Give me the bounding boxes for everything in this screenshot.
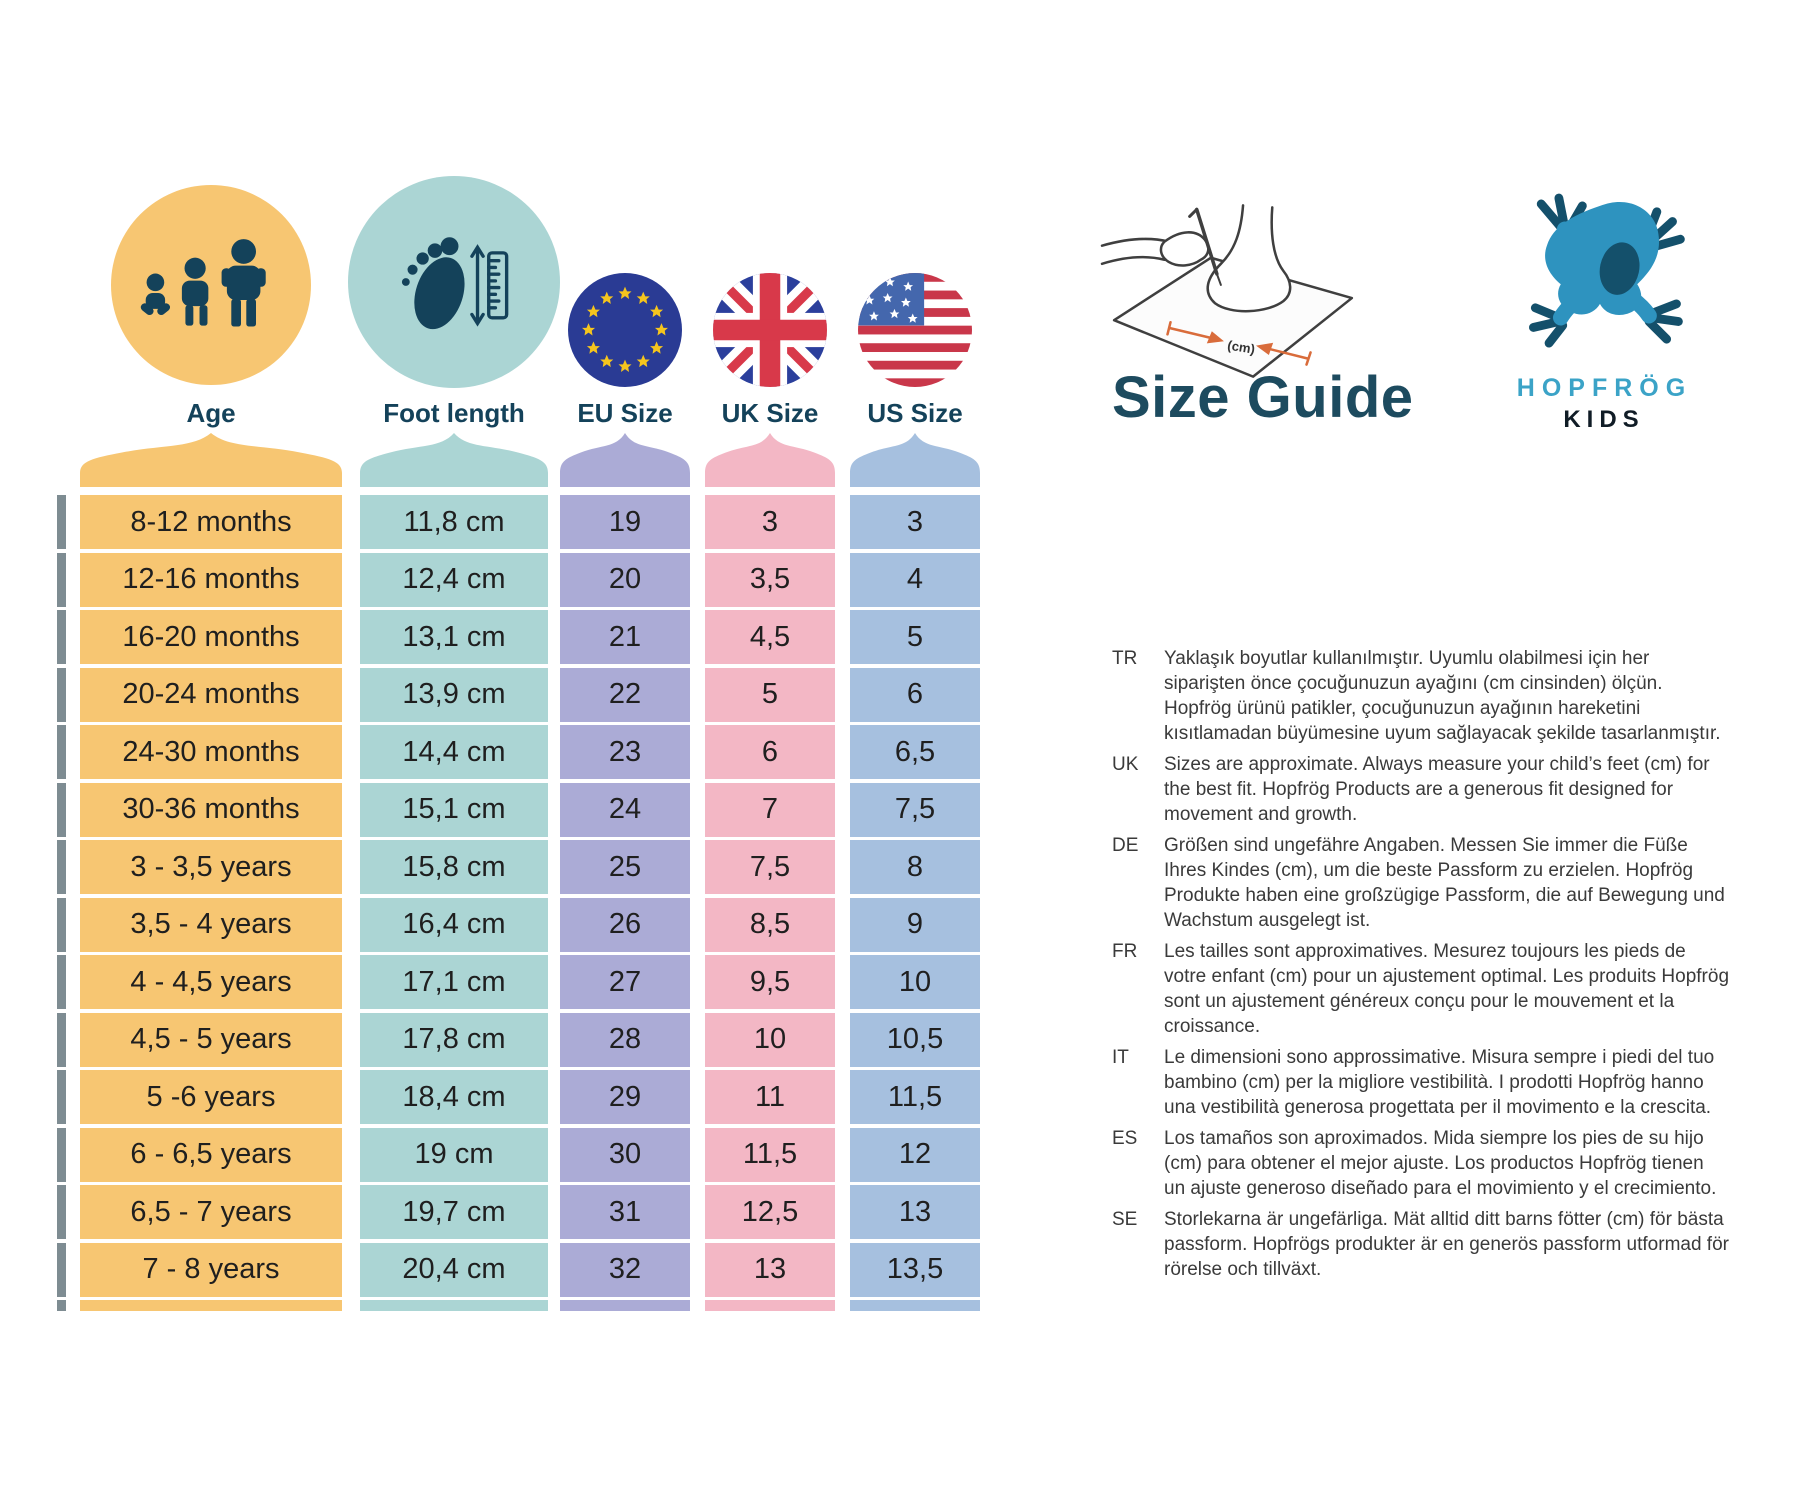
size-cell-us: 9 (850, 898, 980, 952)
foot-ruler-icon (392, 226, 516, 338)
size-cell-eu: 25 (560, 840, 690, 894)
column-cells-foot (360, 495, 548, 1311)
note-es (1112, 1126, 1732, 1201)
size-cell-age: 6,5 - 7 years (80, 1185, 342, 1239)
note-tr (1112, 646, 1732, 746)
column-cells-eu (560, 495, 690, 1311)
foot-measuring-illustration (1100, 198, 1372, 382)
note-text: Sizes are approximate. Always measure your child’s feet (cm) for the best fit. Hopfrög Products are a generous fit designed for movement and growth. (1164, 754, 1710, 825)
size-cell-eu: 23 (560, 725, 690, 779)
size-cell-eu: 26 (560, 898, 690, 952)
column-cells-uk (705, 495, 835, 1311)
size-cell-eu: 21 (560, 610, 690, 664)
column-arch (560, 433, 690, 487)
note-text: Los tamaños son aproximados. Mida siempre los pies de su hijo (cm) para obtener el mejor ajuste. Los productos Hopfrög tienen un ajuste generoso diseñado para el movimiento y el crecimiento. (1164, 1128, 1717, 1199)
brand-subtitle: KIDS (1563, 406, 1645, 433)
page-title: Size Guide (1112, 365, 1414, 430)
note-text: Yaklaşık boyutlar kullanılmıştır. Uyumlu olabilmesi için her siparişten önce çocuğunuzun ayağını (cm cinsinden) ölçün. Hopfrög ürünü patikler, çocuğunuzun ayağının hareketini kısıtlamadan büyümesine uyum sağlayacak şekilde tasarlanmıştır. (1164, 648, 1721, 744)
size-cell-uk: 11 (705, 1070, 835, 1124)
column-label-age: Age (186, 398, 236, 428)
size-cell-sliver (57, 1243, 66, 1297)
size-cell-foot: 13,1 cm (360, 610, 548, 664)
foot-length-icon-circle (348, 176, 560, 388)
size-cell-age: 30-36 months (80, 783, 342, 837)
size-cell-eu: 28 (560, 1013, 690, 1067)
column-arch (705, 433, 835, 487)
language-code: ES (1112, 1128, 1138, 1149)
size-cell-us: 5 (850, 610, 980, 664)
cutoff-row (850, 1300, 980, 1311)
language-code: SE (1112, 1209, 1138, 1230)
size-cell-eu: 24 (560, 783, 690, 837)
size-cell-sliver (57, 898, 66, 952)
age-icon-circle (111, 185, 311, 385)
brand-wordmark (1495, 374, 1707, 434)
size-cell-sliver (57, 668, 66, 722)
size-cell-sliver (57, 955, 66, 1009)
size-cell-us: 12 (850, 1128, 980, 1182)
column-cells-edge (57, 495, 66, 1311)
cutoff-row (560, 1300, 690, 1311)
note-se (1112, 1207, 1732, 1282)
size-cell-eu: 32 (560, 1243, 690, 1297)
note-fr (1112, 939, 1732, 1039)
size-cell-sliver (57, 783, 66, 837)
size-cell-age: 6 - 6,5 years (80, 1128, 342, 1182)
column-label-eu: EU Size (577, 398, 673, 428)
size-cell-us: 3 (850, 495, 980, 549)
size-cell-foot: 16,4 cm (360, 898, 548, 952)
cm-label: (cm) (1226, 337, 1257, 357)
size-cell-us: 6,5 (850, 725, 980, 779)
language-code: TR (1112, 648, 1138, 669)
size-cell-uk: 9,5 (705, 955, 835, 1009)
size-cell-sliver (57, 840, 66, 894)
size-cell-foot: 12,4 cm (360, 553, 548, 607)
column-cutoff-edge (57, 0, 66, 1320)
size-cell-us: 6 (850, 668, 980, 722)
size-cell-eu: 27 (560, 955, 690, 1009)
size-cell-sliver (57, 610, 66, 664)
brand-name: HOPFRÖG (1516, 374, 1693, 402)
column-label-foot: Foot length (383, 398, 525, 428)
size-cell-uk: 7,5 (705, 840, 835, 894)
size-cell-foot: 17,8 cm (360, 1013, 548, 1067)
size-cell-uk: 5 (705, 668, 835, 722)
note-text: Les tailles sont approximatives. Mesurez toujours les pieds de votre enfant (cm) pour un ajustement optimal. Les produits Hopfrög sont un ajustement généreux conçu pour le mouvement et la croissance. (1164, 941, 1730, 1037)
size-cell-sliver (57, 725, 66, 779)
size-cell-foot: 15,1 cm (360, 783, 548, 837)
size-cell-eu: 20 (560, 553, 690, 607)
size-cell-age: 24-30 months (80, 725, 342, 779)
size-cell-foot: 13,9 cm (360, 668, 548, 722)
size-cell-age: 4,5 - 5 years (80, 1013, 342, 1067)
size-cell-us: 10 (850, 955, 980, 1009)
cutoff-row (360, 1300, 548, 1311)
column-uk-size (705, 0, 835, 1320)
column-label-us: US Size (867, 398, 963, 428)
size-cell-uk: 10 (705, 1013, 835, 1067)
size-cell-age: 3 - 3,5 years (80, 840, 342, 894)
size-cell-eu: 29 (560, 1070, 690, 1124)
column-arch (850, 433, 980, 487)
size-cell-us: 11,5 (850, 1070, 980, 1124)
size-cell-uk: 13 (705, 1243, 835, 1297)
size-cell-sliver (57, 495, 66, 549)
column-arch (360, 433, 548, 487)
us-flag-icon (858, 273, 972, 387)
note-uk (1112, 752, 1732, 827)
size-cell-us: 10,5 (850, 1013, 980, 1067)
language-code: DE (1112, 835, 1139, 856)
size-cell-age: 3,5 - 4 years (80, 898, 342, 952)
size-cell-uk: 12,5 (705, 1185, 835, 1239)
cutoff-row (80, 1300, 342, 1311)
notes-list (1112, 646, 1732, 1288)
size-cell-sliver (57, 1013, 66, 1067)
size-cell-foot: 18,4 cm (360, 1070, 548, 1124)
size-cell-sliver (57, 553, 66, 607)
size-cell-uk: 8,5 (705, 898, 835, 952)
column-foot-length (360, 0, 548, 1320)
column-arch (80, 433, 342, 487)
size-cell-eu: 22 (560, 668, 690, 722)
note-text: Größen sind ungefähre Angaben. Messen Sie immer die Füße Ihres Kindes (cm), um die beste Passform zu erzielen. Hopfrög Produkte haben eine großzügige Passform, die auf Bewegung und Wachstum ausgelegt ist. (1164, 835, 1725, 931)
size-cell-uk: 11,5 (705, 1128, 835, 1182)
size-cell-uk: 6 (705, 725, 835, 779)
size-cell-us: 13 (850, 1185, 980, 1239)
size-cell-us: 4 (850, 553, 980, 607)
cutoff-row (57, 1300, 66, 1311)
column-eu-size (560, 0, 690, 1320)
size-cell-foot: 19,7 cm (360, 1185, 548, 1239)
note-de (1112, 833, 1732, 933)
column-cells-age (80, 495, 342, 1311)
language-code: IT (1112, 1047, 1129, 1068)
size-cell-eu: 31 (560, 1185, 690, 1239)
note-it (1112, 1045, 1732, 1120)
column-age (80, 0, 342, 1320)
size-cell-age: 8-12 months (80, 495, 342, 549)
frog-logo (1502, 178, 1698, 370)
column-cells-us (850, 495, 980, 1311)
note-text: Storlekarna är ungefärliga. Mät alltid ditt barns fötter (cm) för bästa passform. Hopfrögs produkter är en generös passform utformad för rörelse och tillväxt. (1164, 1209, 1729, 1280)
size-cell-foot: 19 cm (360, 1128, 548, 1182)
size-cell-uk: 3 (705, 495, 835, 549)
language-code: FR (1112, 941, 1138, 962)
cutoff-row (705, 1300, 835, 1311)
size-cell-us: 7,5 (850, 783, 980, 837)
size-cell-eu: 19 (560, 495, 690, 549)
size-cell-us: 13,5 (850, 1243, 980, 1297)
size-cell-foot: 14,4 cm (360, 725, 548, 779)
column-label-uk: UK Size (721, 398, 819, 428)
size-cell-age: 5 -6 years (80, 1070, 342, 1124)
column-us-size (850, 0, 980, 1320)
size-cell-foot: 20,4 cm (360, 1243, 548, 1297)
size-cell-sliver (57, 1128, 66, 1182)
size-cell-age: 7 - 8 years (80, 1243, 342, 1297)
size-cell-foot: 15,8 cm (360, 840, 548, 894)
size-cell-eu: 30 (560, 1128, 690, 1182)
language-code: UK (1112, 754, 1139, 775)
family-icon (136, 230, 286, 340)
size-cell-age: 12-16 months (80, 553, 342, 607)
size-cell-age: 20-24 months (80, 668, 342, 722)
eu-flag-icon (568, 273, 682, 387)
size-cell-age: 4 - 4,5 years (80, 955, 342, 1009)
size-cell-age: 16-20 months (80, 610, 342, 664)
size-cell-uk: 7 (705, 783, 835, 837)
size-cell-us: 8 (850, 840, 980, 894)
size-cell-sliver (57, 1185, 66, 1239)
uk-flag-icon (713, 273, 827, 387)
size-cell-uk: 3,5 (705, 553, 835, 607)
size-cell-sliver (57, 1070, 66, 1124)
size-cell-foot: 17,1 cm (360, 955, 548, 1009)
size-cell-foot: 11,8 cm (360, 495, 548, 549)
note-text: Le dimensioni sono approssimative. Misura sempre i piedi del tuo bambino (cm) per la migliore vestibilità. I prodotti Hopfrög hanno una vestibilità generosa progettata per il movimento e la crescita. (1164, 1047, 1715, 1118)
size-cell-uk: 4,5 (705, 610, 835, 664)
